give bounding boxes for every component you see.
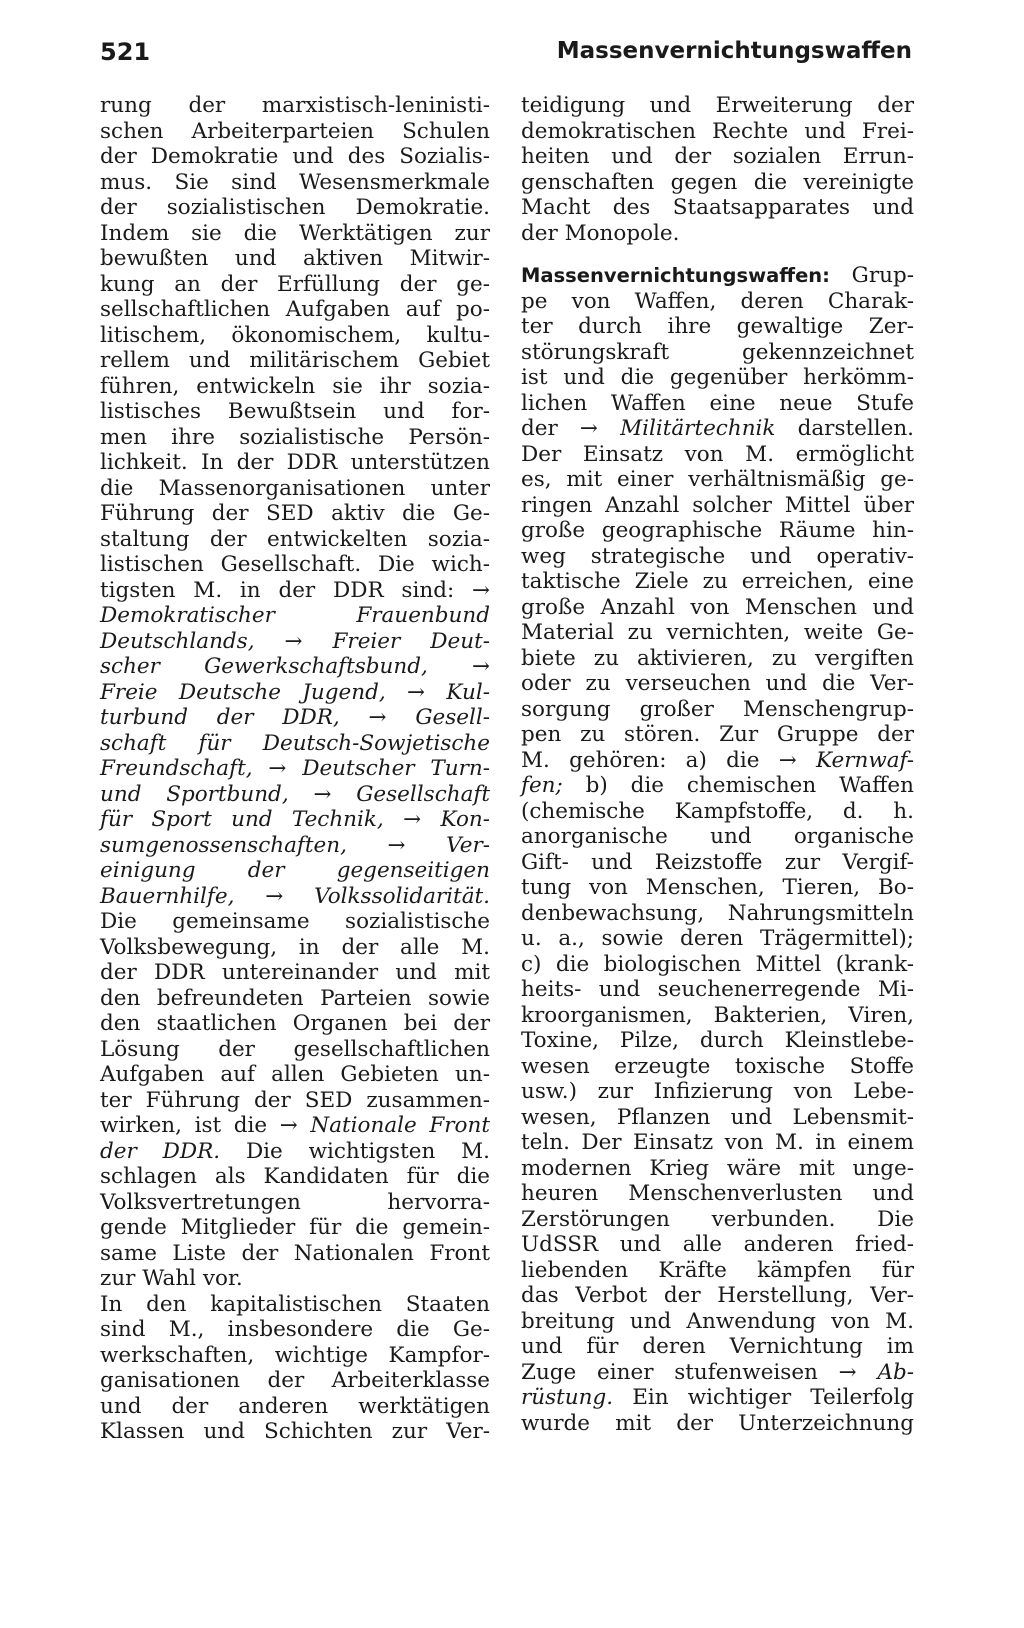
entry-headword: Massenvernichtungswaffen:: [521, 264, 830, 287]
continued-text-line: genschaften gegen die vereinigte: [521, 169, 914, 195]
left-column-text-line: men ihre sozialistische Persön-: [100, 424, 490, 450]
entry-text-line: große geographische Räume hin-: [521, 518, 914, 543]
entry-text-line: M. gehören: a) die → Kernwaf-: [521, 747, 914, 773]
left-column-text-line: sellschaftlichen Aufgaben auf po-: [100, 297, 490, 322]
continued-text-line: heiten und der sozialen Errun-: [521, 144, 914, 169]
left-column-text-line: und Sportbund, → Gesellschaft: [100, 781, 490, 807]
entry-text-line: teln. Der Einsatz von M. in einem: [521, 1130, 914, 1155]
entry-text-line: Zerstörungen verbunden. Die: [521, 1206, 914, 1232]
left-column-text-line: tigsten M. in der DDR sind: →: [100, 577, 490, 603]
left-column-text-line: einigung der gegenseitigen: [100, 858, 490, 883]
left-column-text-line: zur Wahl vor.: [100, 1266, 243, 1291]
entry-text-line: Der Einsatz von M. ermöglicht: [521, 441, 914, 467]
continued-text-line: der Monopole.: [521, 220, 680, 246]
continued-text-line: Macht des Staatsapparates und: [521, 195, 914, 220]
left-column-text-line: listisches Bewußtsein und for-: [100, 399, 490, 424]
entry-text-line: oder zu verseuchen und die Ver-: [521, 671, 914, 696]
entry-text-line: rüstung. Ein wichtiger Teilerfolg: [521, 1385, 914, 1410]
entry-text-line: wurde mit der Unterzeichnung: [521, 1410, 914, 1436]
left-column-text-line: der DDR. Die wichtigsten M.: [100, 1138, 490, 1164]
left-column-text-line: Demokratischer Frauenbund: [100, 603, 490, 628]
entry-text-line: c) die biologischen Mittel (krank-: [521, 951, 914, 977]
left-column-text-line: Freie Deutsche Jugend, → Kul-: [100, 679, 490, 705]
left-column-text-line: Führung der SED aktiv die Ge-: [100, 501, 490, 526]
entry-body: [521, 289, 914, 1437]
page-number: 521: [100, 38, 151, 66]
entry-text-line: der → Militärtechnik darstellen.: [521, 416, 915, 441]
continued-text-line: demokratischen Rechte und Frei-: [521, 118, 914, 144]
entry-text-line: große Anzahl von Menschen und: [521, 594, 914, 620]
left-column-text-line: die Massenorganisationen unter: [100, 475, 490, 501]
entry-text-line: fen; b) die chemischen Waffen: [521, 773, 914, 798]
entry-text-line: lichen Waffen eine neue Stufe: [521, 390, 914, 416]
entry-text-line: biete zu aktivieren, zu vergiften: [521, 645, 914, 671]
entry-text-line: es, mit einer verhältnismäßig ge-: [521, 467, 914, 492]
left-column-text-line: same Liste der Nationalen Front: [100, 1240, 490, 1266]
left-column-text-line: rung der marxistisch-leninisti-: [100, 93, 490, 118]
left-column-text-line: Volksbewegung, in der alle M.: [100, 934, 490, 960]
left-column-text-line: sind M., insbesondere die Ge-: [100, 1317, 490, 1342]
entry-text-line: Material zu vernichten, weite Ge-: [521, 620, 914, 645]
left-column-text-line: turbund der DDR, → Gesell-: [100, 705, 491, 730]
left-column-text-line: kung an der Erfüllung der ge-: [100, 271, 490, 297]
entry-text-line: tung von Menschen, Tieren, Bo-: [521, 875, 914, 900]
entry-text-line: taktische Ziele zu erreichen, eine: [521, 569, 914, 594]
right-column: [521, 93, 914, 1436]
left-column-text-line: der sozialistischen Demokratie.: [100, 195, 490, 220]
left-column-text-line: staltung der entwickelten sozia-: [100, 526, 490, 552]
left-column-text-line: Aufgaben auf allen Gebieten un-: [100, 1062, 490, 1087]
left-column-text-line: schlagen als Kandidaten für die: [100, 1164, 490, 1189]
left-column-text-line: Klassen und Schichten zur Ver-: [100, 1419, 490, 1444]
entry-text-line: anorganische und organische: [521, 824, 914, 849]
entry-text-line: kroorganismen, Bakterien, Viren,: [521, 1002, 914, 1028]
left-column-text-line: für Sport und Technik, → Kon-: [100, 807, 490, 832]
left-column: [100, 93, 490, 1445]
entry-text-line: Gift- und Reizstoffe zur Vergif-: [521, 849, 914, 875]
entry-text-line: wesen erzeugte toxische Stoffe: [521, 1053, 914, 1079]
left-column-text-line: schaft für Deutsch-Sowjetische: [100, 730, 490, 756]
left-column-text-line: Freundschaft, → Deutscher Turn-: [100, 756, 490, 781]
left-column-text-line: schen Arbeiterparteien Schulen: [100, 118, 490, 144]
left-column-text-line: ganisationen der Arbeiterklasse: [100, 1368, 490, 1393]
left-column-text-line: Deutschlands, → Freier Deut-: [100, 628, 490, 654]
left-column-text-line: und der anderen werktätigen: [100, 1393, 490, 1419]
left-column-text-line: gende Mitglieder für die gemein-: [100, 1215, 490, 1240]
left-column-text-line: bewußten und aktiven Mitwir-: [100, 246, 490, 271]
continued-text: [521, 93, 914, 246]
left-column-text-line: Indem sie die Werktätigen zur: [100, 220, 490, 246]
entry-text-line: modernen Krieg wäre mit unge-: [521, 1155, 914, 1181]
entry-text-line: pen zu stören. Zur Gruppe der: [521, 722, 914, 747]
entry-text-line: sorgung großer Menschengrup-: [521, 696, 914, 722]
left-column-text-line: wirken, ist die → Nationale Front: [100, 1113, 490, 1138]
left-column-text-line: der DDR untereinander und mit: [100, 960, 490, 985]
entry-text-line: u. a., sowie deren Trägermittel);: [521, 926, 914, 951]
entry-text-line: heits- und seuchenerregende Mi-: [521, 977, 914, 1002]
entry-text-line: weg strategische und operativ-: [521, 543, 914, 569]
entry-text-line: liebenden Kräfte kämpfen für: [521, 1257, 914, 1283]
left-column-text-line: In den kapitalistischen Staaten: [100, 1291, 490, 1317]
left-column-text-line: litischem, ökonomischem, kultu-: [100, 322, 490, 348]
entry-text-line: ist und die gegenüber herkömm-: [521, 365, 914, 390]
entry-first-line-rest: Grup-: [851, 263, 914, 288]
left-column-text-line: rellem und militärischem Gebiet: [100, 348, 490, 373]
entry-text-line: das Verbot der Herstellung, Ver-: [521, 1283, 914, 1308]
left-column-text-line: führen, entwickeln sie ihr sozia-: [100, 373, 490, 399]
left-column-text-line: lichkeit. In der DDR unterstützen: [100, 450, 490, 475]
entry-text-line: pe von Waffen, deren Charak-: [521, 288, 914, 314]
left-column-text-line: den staatlichen Organen bei der: [100, 1011, 490, 1036]
entry-text-line: usw.) zur Infizierung von Lebe-: [521, 1079, 914, 1104]
left-column-text-line: mus. Sie sind Wesensmerkmale: [100, 169, 490, 195]
left-column-text-line: Die gemeinsame sozialistische: [100, 909, 490, 934]
entry-text-line: breitung und Anwendung von M.: [521, 1308, 914, 1334]
entry-text-line: UdSSR und alle anderen fried-: [521, 1232, 914, 1257]
left-column-text-line: listischen Gesellschaft. Die wich-: [100, 552, 490, 577]
left-column-text-line: ter Führung der SED zusammen-: [100, 1087, 490, 1113]
paragraph-gap: [521, 246, 914, 263]
entry-text-line: ringen Anzahl solcher Mittel über: [521, 492, 914, 518]
entry-text-line: (chemische Kampfstoffe, d. h.: [521, 798, 914, 824]
entry-text-line: wesen, Pflanzen und Lebensmit-: [521, 1104, 914, 1130]
entry-first-line: [521, 263, 914, 289]
entry-text-line: störungskraft gekennzeichnet: [521, 339, 914, 365]
left-column-text-line: den befreundeten Parteien sowie: [100, 985, 490, 1011]
running-head: Massenvernichtungswaffen: [556, 38, 912, 64]
left-column-text-line: Volksvertretungen hervorra-: [100, 1189, 490, 1215]
left-column-text-line: scher Gewerkschaftsbund, →: [100, 654, 490, 679]
left-column-text-line: werkschaften, wichtige Kampfor-: [100, 1342, 490, 1368]
left-column-text-line: sumgenossenschaften, → Ver-: [100, 832, 490, 858]
left-column-text-line: Bauernhilfe, → Volkssolidarität.: [100, 883, 490, 909]
continued-text-line: teidigung und Erweiterung der: [521, 93, 914, 118]
entry-text-line: Toxine, Pilze, durch Kleinstlebe-: [521, 1028, 914, 1053]
left-column-text-line: Lösung der gesellschaftlichen: [100, 1036, 490, 1062]
entry-text-line: und für deren Vernichtung im: [521, 1334, 914, 1359]
entry-text-line: heuren Menschenverlusten und: [521, 1181, 914, 1206]
entry-text-line: Zuge einer stufenweisen → Ab-: [521, 1359, 914, 1385]
entry-text-line: ter durch ihre gewaltige Zer-: [521, 314, 914, 339]
left-column-text-line: der Demokratie und des Sozialis-: [100, 144, 490, 169]
entry-text-line: denbewachsung, Nahrungsmitteln: [521, 900, 914, 926]
